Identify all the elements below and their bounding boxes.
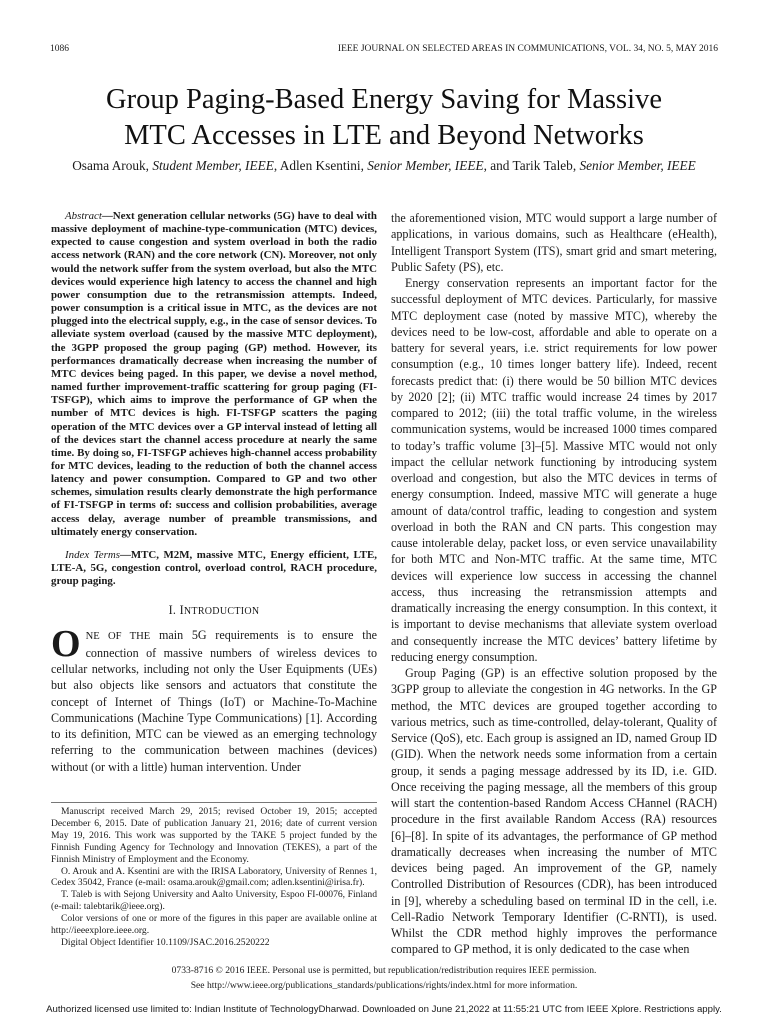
abstract bbox=[51, 210, 377, 539]
intro-paragraph bbox=[51, 622, 377, 775]
footnote-color: Color versions of one or more of the figures in this paper are available online at http://ieeexplore.ieee.org. bbox=[51, 913, 377, 937]
author-3-role: Senior Member, IEEE bbox=[579, 158, 696, 173]
author-2-name: , Adlen Ksentini, bbox=[273, 158, 368, 173]
title-line-1: Group Paging-Based Energy Saving for Massive bbox=[106, 84, 662, 115]
drop-cap: O bbox=[51, 622, 81, 665]
author-list bbox=[30, 158, 738, 174]
footnote-rule bbox=[51, 802, 377, 803]
intro-text: main 5G requirements is to ensure the connection of massive numbers of wireless devices to cellular networks, including not only the User Equipments (UEs) but also objects like sensors and actuators that constitute the concept of Internet of Things (IoT) or Machine-To-Machine Communications (Machine Type Communications) [1]. According to its definition, MTC can be viewed as an emerging technology referring to the communication between machines (devices) without (or with a little) human intervention. Under bbox=[51, 627, 377, 774]
footnote-affiliation-1: O. Arouk and A. Ksentini are with the IRISA Laboratory, University of Rennes 1, Cedex 35042, France (e-mail: osama.arouk@gmail.com; adlen.ksentini@irisa.fr). bbox=[51, 865, 377, 889]
footnote-doi: Digital Object Identifier 10.1109/JSAC.2016.2520222 bbox=[61, 936, 270, 948]
author-1-name: Osama Arouk, bbox=[72, 158, 153, 173]
right-column bbox=[391, 210, 717, 958]
left-column bbox=[51, 210, 377, 775]
index-terms bbox=[51, 549, 377, 588]
abstract-lead: Abstract bbox=[65, 210, 102, 222]
section-rest: NTRODUCTION bbox=[183, 606, 260, 618]
author-2-role: Senior Member, IEEE bbox=[367, 158, 484, 173]
title-line-2: MTC Accesses in LTE and Beyond Networks bbox=[124, 120, 644, 151]
intro-caps: NE OF THE bbox=[85, 630, 151, 642]
copyright-notice bbox=[60, 963, 708, 993]
footnote-affiliation-2: T. Taleb is with Sejong University and Aalto University, Espoo FI-00076, Finland (e-mail: talebtarik@ieee.org). bbox=[51, 889, 377, 913]
footnotes bbox=[51, 806, 377, 949]
author-1-role: Student Member, IEEE bbox=[152, 158, 274, 173]
right-paragraph-3: Group Paging (GP) is an effective solution proposed by the 3GPP group to alleviate the congestion in 4G networks. In the GP method, the MTC devices are grouped together according to various metrics, such as time-controlled, delay-tolerant, Quality of Service (QoS), etc. Each group is assigned an ID, named Group ID (GID). When the network needs some information from a certain group, it sends a paging message addressed by its ID, i.e. GID. Once receiving the paging message, all the members of this group will start the contention-based Random Access CHannel (RACH) procedure in the first available Random Access (RA) resources [6]–[8]. In spite of its advantages, the performance of GP method dramatically decreases when increasing the number of MTC devices being paged. An improvement of the GP, namely Controlled Distribution of Resources (CDR), has been introduced in [9], whereby a scheduling based on terminal ID in the cell, i.e. Cell-Radio Network Temporary Identifier (C-RNTI), is used. Whilst the CDR method highly improves the performance compared to GP method, it is only dedicated to the case when bbox=[391, 666, 717, 957]
copyright-line-1: 0733-8716 © 2016 IEEE. Personal use is permitted, but republication/redistribution requires IEEE permission. bbox=[171, 965, 597, 976]
right-paragraph-1: the aforementioned vision, MTC would support a large number of applications, in various domains, such as Healthcare (eHealth), Intelligent Transport System (ITS), smart grid and smart metering, Public Safety (PS), etc. bbox=[391, 211, 717, 274]
index-terms-lead: Index Terms bbox=[65, 548, 120, 561]
authorized-use-notice: Authorized licensed use limited to: Indian Institute of TechnologyDharwad. Downloaded on June 21,2022 at 11:55:21 UTC from IEEE Xplore. Restrictions apply. bbox=[46, 1004, 722, 1015]
copyright-line-2: See http://www.ieee.org/publications_standards/publications/rights/index.html for more information. bbox=[190, 980, 578, 991]
section-numeral: I. bbox=[168, 603, 180, 618]
section-initial: I bbox=[179, 603, 184, 618]
right-paragraph-2: Energy conservation represents an important factor for the successful deployment of MTC devices. Particularly, for massive MTC deployment case (noted by massive MTC), whereby the devices need to be low-cost, affordable and able to operate on a battery for several years, i.e. strict requirements for low power consumption (e.g., 10 times longer battery life). Indeed, recent forecasts predict that: (i) there would be 50 billion MTC devices by 2020 [2]; (ii) MTC traffic would increase 24 times by 2017 compared to 2012; (iii) the total traffic volume, in the wireless communication systems, would be increased 1000 times compared to today’s traffic volume [3]–[5]. Massive MTC would not only impact the cellular network functioning by introducing system overload and congestion, but also the MTC devices in terms of energy consumption. Indeed, massive MTC will generate a huge amount of data/control traffic, leading to congestion and system overload in both the RAN and CN parts. This congestion may cause intolerable delay, packet loss, or even service unavailability for both MTC and Non-MTC traffic. At the same time, MTC devices will experience low success in accessing the channel access, thus increasing the retransmission attempts and dramatically increasing the energy consumption. In this context, it is important to devise mechanisms that alleviate system overload and consequently increase the MTC devices’ battery lifetime by reducing energy consumption. bbox=[391, 276, 717, 664]
footnote-manuscript: Manuscript received March 29, 2015; revised October 19, 2015; accepted December 6, 2015. Date of publication January 21, 2016; date of current version May 19, 2016. This work was supported by the TAKE 5 project funded by the Finnish Funding Agency for Technology and Innovation (TEKES), a part of the Finnish Ministry of Employment and the Economy. bbox=[51, 806, 377, 865]
paper-title bbox=[40, 82, 728, 154]
author-3-name: , and Tarik Taleb, bbox=[483, 158, 580, 173]
journal-header: IEEE JOURNAL ON SELECTED AREAS IN COMMUNICATIONS, VOL. 34, NO. 5, MAY 2016 bbox=[337, 44, 718, 54]
section-heading-introduction bbox=[51, 602, 377, 620]
index-terms-text: —MTC, M2M, massive MTC, Energy efficient, LTE, LTE-A, 5G, congestion control, overload control, RACH procedure, group paging. bbox=[51, 548, 378, 588]
page-number: 1086 bbox=[50, 44, 69, 54]
abstract-text: —Next generation cellular networks (5G) have to deal with massive deployment of machine-type-communication (MTC) devices, expected to cause congestion and system overload in both the radio access network (RAN) and the core network (CN). Moreover, not only would the network suffer from the system overload, but also the MTC devices would experience high latency to access the channel and high power consumption due to the retransmission attempts. Indeed, power consumption is a critical issue in MTC, as the devices are not plugged into the electrical supply, e.g., in the case of sensor devices. To alleviate system overload (caused by the massive MTC deployment), the 3GPP proposed the group paging (GP) method. However, its performances dramatically decrease when increasing the number of MTC devices being paged. In this paper, we devise a novel method, named further improvement-traffic scattering for group paging (FI-TSFGP), which aims to improve the performance of GP when the number of MTC devices is high. FI-TSFGP scatters the paging operation of the MTC devices over a GP interval instead of letting all of the devices start the channel access procedure at nearly the same time. By doing so, FI-TSFGP achieves high-channel access probability for MTC devices, leading to the reduction of both the channel access latency and power consumption. Compared to GP and two other schemes, simulation results clearly demonstrate the high performance of FI-TSFGP in terms of: success and collision probabilities, average access delay, average number of preamble transmissions, and ultimately energy conservation. bbox=[51, 210, 377, 538]
